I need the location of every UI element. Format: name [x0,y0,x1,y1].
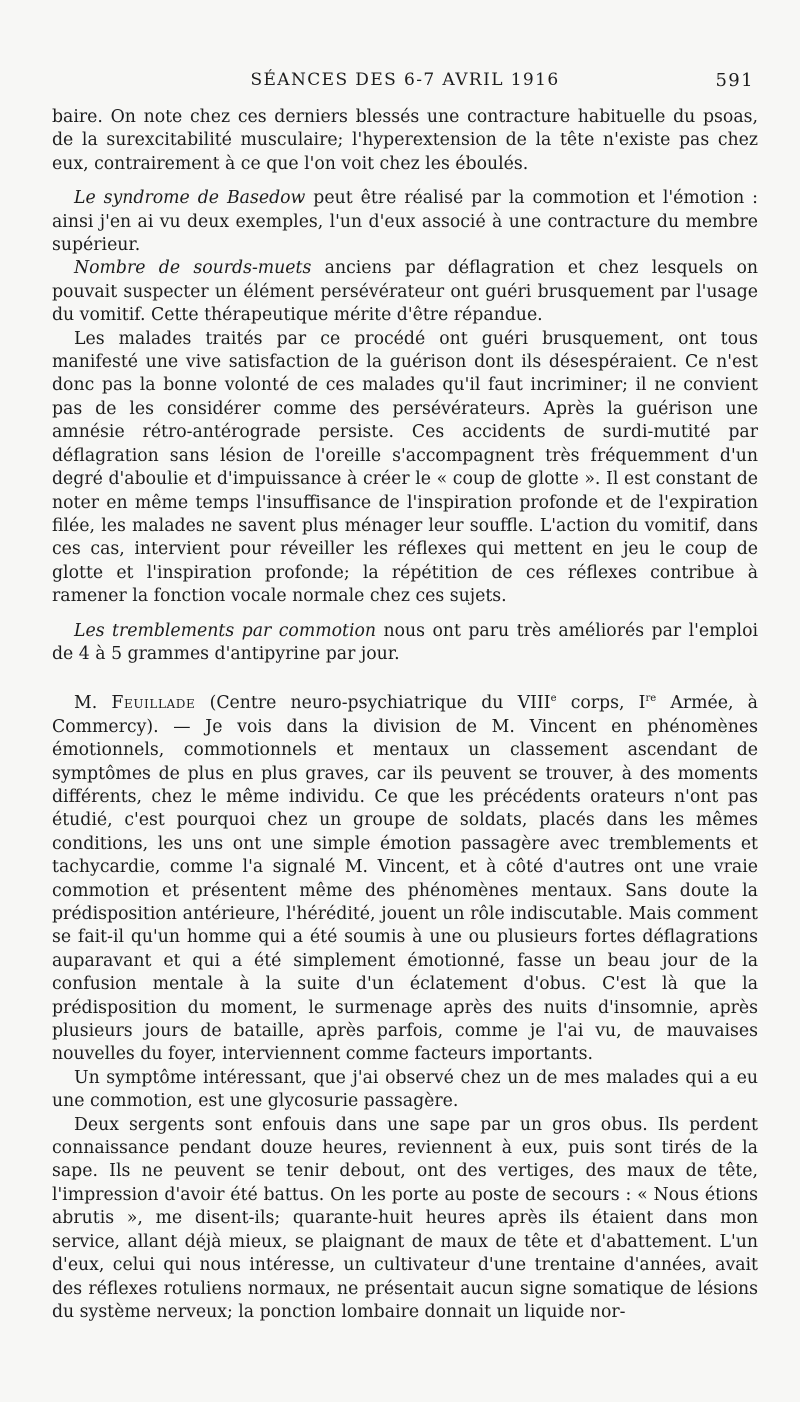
paragraph-text: (Centre neuro-psychiatrique du VIII [195,693,551,714]
paragraph-malades: Les malades traités par ce procédé ont guéri brusquement, ont tous manifesté une vive satisfaction de la guérison dont ils désespéraient. Ce n'est donc pas la bonne volonté de ces malades qu'il faut incriminer; il ne convient pas de les considérer comme des persévérateurs. Après la guérison une amnésie rétro-antérograde persiste. Ces accidents de surdi-mutité par déflagration sans lésion de l'oreille s'accompagnent très fréquemment d'un degré d'aboulie et d'impuissance à créer le « coup de glotte ». Il est constant de noter en même temps l'insuffisance de l'inspiration profonde et de l'expiration filée, les malades ne savent plus ménager leur souffle. L'action du vomitif, dans ces cas, intervient pour réveiller les réflexes qui mettent en jeu le coup de glotte et l'inspiration profonde; la répétition de ces réflexes contribue à ramener la fonction vocale normale chez ces sujets. [52,328,758,607]
paragraph-text: corps, I [556,693,646,714]
paragraph-tremblements [52,620,758,667]
italic-heading: Le syndrome de Basedow [74,188,306,209]
paragraph-text: peut être réalisé par la commotion et l'émotion : ainsi j'en ai vu deux exemples, l'un d'eux associé à une contracture du membre supérieur. [52,188,758,256]
superscript: e [550,693,557,705]
paragraph-text: nous ont paru très améliorés par l'emploi de 4 à 5 grammes d'antipyrine par jour. [52,620,758,664]
superscript: re [645,693,657,705]
paragraph-continuation: baire. On note chez ces derniers blessés une contracture habituelle du psoas, de la surexcitabilité musculaire; l'hyperextension de la tête n'existe pas chez eux, contrairement à ce que l'on voit chez les éboulés. [52,107,758,174]
speaker-prefix: M. [74,693,112,714]
paragraph-sourds-muets [52,257,758,327]
speaker-name: Feuillade [111,693,196,714]
paragraph-text: anciens par déflagration et chez lesquels on pouvait suspecter un élément persévérateur ont guéri brusquement par l'usage du vomitif. Cette thérapeutique mérite d'être répandue. [52,258,758,326]
running-title: SÉANCES DES 6-7 AVRIL 1916 [250,70,560,90]
italic-heading: Nombre de sourds-muets [74,258,312,279]
paragraph-glycosurie: Un symptôme intéressant, que j'ai observé chez un de mes malades qui a eu une commotion, est une glycosurie passagère. [52,1067,758,1112]
paragraph-basedow [52,187,758,257]
body-text [52,106,758,1324]
paragraph-feuillade [52,692,758,1067]
italic-heading: Les tremblements par commotion [74,620,377,641]
page-number: 591 [715,70,754,91]
paragraph-text: Armée, à Commercy). — Je vois dans la division de M. Vincent en phénomènes émotionnels, commotionnels et mentaux un classement ascendant de symptômes de plus en plus graves, car ils peuvent se trouver, à des moments différents, chez le même individu. Ce que les précédents orateurs n'ont pas étudié, c'est pourquoi chez un groupe de soldats, placés dans les mêmes conditions, les uns ont une simple émotion passagère avec tremblements et tachycardie, comme l'a signalé M. Vincent, et à côté d'autres ont une vraie commotion et présentent même des phénomènes mentaux. Sans doute la prédisposition antérieure, l'hérédité, jouent un rôle indiscutable. Mais comment se fait-il qu'un homme qui a été soumis à une ou plusieurs fortes déflagrations auparavant et qui a été simplement émotionné, fasse un beau jour de la confusion mentale à la suite d'un éclatement d'obus. C'est là que la prédisposition du moment, le surmenage après des nuits d'insomnie, après plusieurs jours de bataille, après parfois, comme je l'ai vu, de mauvaises nouvelles du foyer, interviennent comme facteurs importants. [52,693,758,1065]
paragraph-sergents: Deux sergents sont enfouis dans une sape par un gros obus. Ils perdent connaissance pendant douze heures, reviennent à eux, puis sont tirés de la sape. Ils ne peuvent se tenir debout, ont des vertiges, des maux de tête, l'impression d'avoir été battus. On les porte au poste de secours : « Nous étions abrutis », me disent-ils; quarante-huit heures après ils étaient dans mon service, allant déjà mieux, se plaignant de maux de tête et d'abattement. L'un d'eux, celui qui nous intéresse, un cultivateur d'une trentaine d'années, avait des réflexes rotuliens normaux, ne présentait aucun signe somatique de lésions du système nerveux; la ponction lombaire donnait un liquide nor- [52,1114,758,1322]
page-header [52,70,758,98]
